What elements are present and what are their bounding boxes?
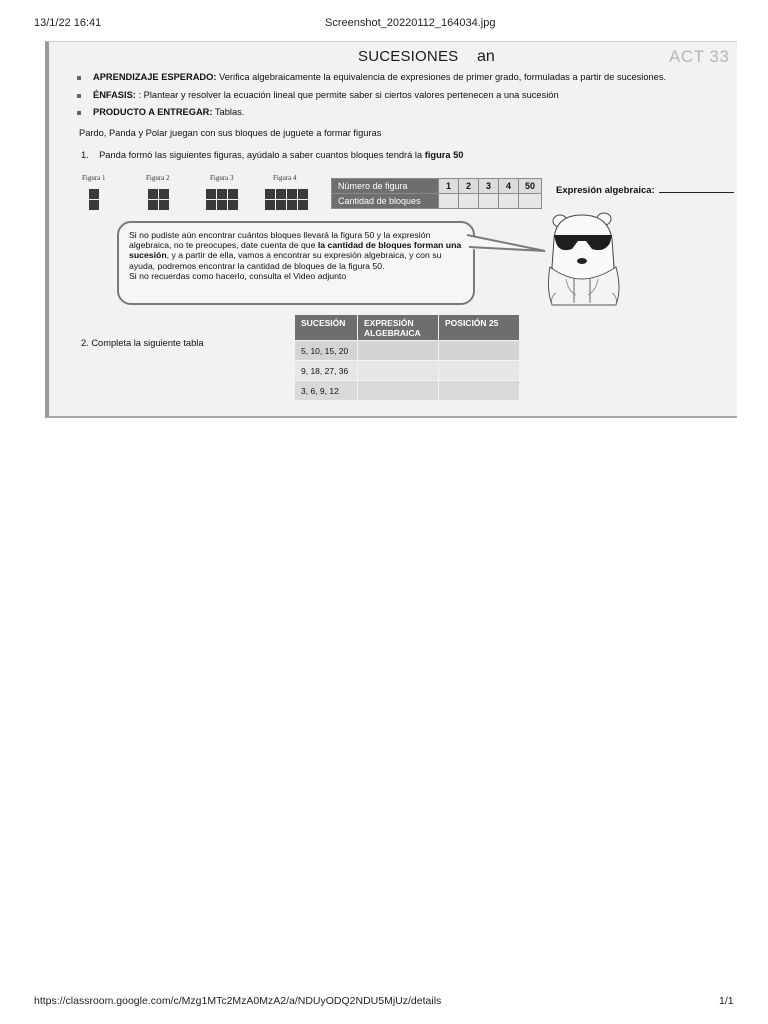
block	[206, 189, 216, 199]
block	[217, 200, 227, 210]
column-header: 1	[439, 179, 459, 194]
block	[287, 200, 297, 210]
speech-bubble	[117, 221, 475, 305]
print-page-number: 1/1	[719, 995, 734, 1007]
bullet-label: PRODUCTO A ENTREGAR:	[93, 107, 213, 117]
question-2: 2. Completa la siguiente tabla	[81, 338, 204, 348]
bullet-label: ÉNFASIS:	[93, 90, 136, 100]
figure-4-label: Figura 4	[273, 174, 297, 182]
print-filename: Screenshot_20220112_164034.jpg	[325, 17, 496, 29]
block	[228, 200, 238, 210]
bullet-producto	[77, 107, 244, 117]
table-row	[295, 341, 520, 361]
intro-text: Pardo, Panda y Polar juegan con sus bloques de juguete a formar figuras	[79, 128, 382, 138]
question-1	[81, 150, 463, 160]
block	[89, 189, 99, 199]
block	[159, 189, 169, 199]
bubble-text-part: , y a partir de ella, vamos a encontrar su expresión algebraica, y con su ayuda, podremos encontrar la cantidad de bloques de la figura 50.	[129, 250, 442, 271]
worksheet-image	[45, 41, 737, 418]
table-row	[295, 361, 520, 381]
block	[276, 189, 286, 199]
bullet-text: Verifica algebraicamente la equivalencia de expresiones de primer grado, formuladas a partir de sucesiones.	[216, 72, 667, 82]
bullet-aprendizaje	[77, 72, 666, 82]
bubble-text-emphasis: la cantidad de bloques forman una sucesión	[129, 240, 462, 261]
column-header: 3	[479, 179, 499, 194]
block	[298, 189, 308, 199]
block	[148, 189, 158, 199]
bubble-video-hint: Si no recuerdas como hacerlo, consulta el Video adjunto	[129, 270, 347, 281]
question-emphasis: figura 50	[424, 150, 464, 160]
column-header: SUCESIÓN	[295, 315, 358, 341]
bubble-tail	[467, 225, 547, 255]
column-header: 4	[499, 179, 519, 194]
table-row	[332, 179, 542, 194]
bullet-text: : Plantear y resolver la ecuación lineal que permite saber si ciertos valores pertenecen a una sucesión	[135, 90, 559, 100]
table-row	[295, 381, 520, 401]
question-text: Panda formó las siguientes figuras, ayúdalo a saber cuantos bloques tendrá la	[99, 150, 425, 160]
answer-cell	[479, 194, 499, 209]
column-header: POSICIÓN 25	[439, 315, 520, 341]
worksheet-title: SUCESIONES	[358, 48, 459, 65]
block	[265, 189, 275, 199]
position-cell	[439, 381, 520, 401]
block	[217, 189, 227, 199]
block	[298, 200, 308, 210]
block	[265, 200, 275, 210]
expression-cell	[358, 381, 439, 401]
position-cell	[439, 361, 520, 381]
sequence-table	[294, 314, 520, 401]
answer-cell	[439, 194, 459, 209]
block	[228, 189, 238, 199]
activity-number: ACT 33	[669, 47, 730, 66]
sequence-cell: 9, 18, 27, 36	[295, 361, 358, 381]
bullet-text: Tablas.	[212, 107, 245, 117]
bullet-enfasis	[77, 90, 559, 100]
expression-label: Expresión algebraica:	[556, 185, 655, 196]
figure-2-blocks	[148, 189, 169, 210]
polar-bear-sunglasses-illustration	[546, 209, 628, 307]
answer-cell	[459, 194, 479, 209]
answer-cell	[519, 194, 542, 209]
print-url: https://classroom.google.com/c/Mzg1MTc2MzA0MzA2/a/NDUyODQ2NDU5MjUz/details	[34, 995, 442, 1007]
figure-4-blocks	[265, 189, 308, 210]
block	[89, 200, 99, 210]
bullet-icon	[77, 94, 81, 98]
answer-cell	[499, 194, 519, 209]
block	[159, 200, 169, 210]
position-cell	[439, 341, 520, 361]
block	[287, 189, 297, 199]
expression-cell	[358, 341, 439, 361]
column-header: 2	[459, 179, 479, 194]
bullet-label: APRENDIZAJE ESPERADO:	[93, 72, 217, 82]
bullet-icon	[77, 76, 81, 80]
bullet-icon	[77, 111, 81, 115]
figure-3-blocks	[206, 189, 238, 210]
sequence-cell: 5, 10, 15, 20	[295, 341, 358, 361]
column-header: 50	[519, 179, 542, 194]
bubble-text	[129, 230, 465, 281]
sequence-cell: 3, 6, 9, 12	[295, 381, 358, 401]
table-row	[332, 194, 542, 209]
bubble-text-part: Si no pudiste aún encontrar cuántos bloques llevará la figura 50 y la expresión algebraica, no te preocupes, date cuenta de que	[129, 230, 431, 251]
print-date: 13/1/22 16:41	[34, 17, 102, 29]
column-header: EXPRESIÓN ALGEBRAICA	[358, 315, 439, 341]
figure-count-table	[331, 178, 542, 209]
expression-field	[556, 185, 734, 196]
block	[276, 200, 286, 210]
figure-1-label: Figura 1	[82, 174, 106, 182]
title-suffix: an	[477, 48, 495, 65]
block	[206, 200, 216, 210]
expression-blank-line	[659, 192, 734, 193]
figure-2-label: Figura 2	[146, 174, 170, 182]
figure-1-blocks	[89, 189, 99, 210]
figure-3-label: Figura 3	[210, 174, 234, 182]
row-header-block-count: Cantidad de bloques	[332, 194, 439, 209]
expression-cell	[358, 361, 439, 381]
question-number: 1.	[81, 150, 89, 160]
row-header-figure-number: Número de figura	[332, 179, 439, 194]
block	[148, 200, 158, 210]
table-header-row	[295, 315, 520, 341]
